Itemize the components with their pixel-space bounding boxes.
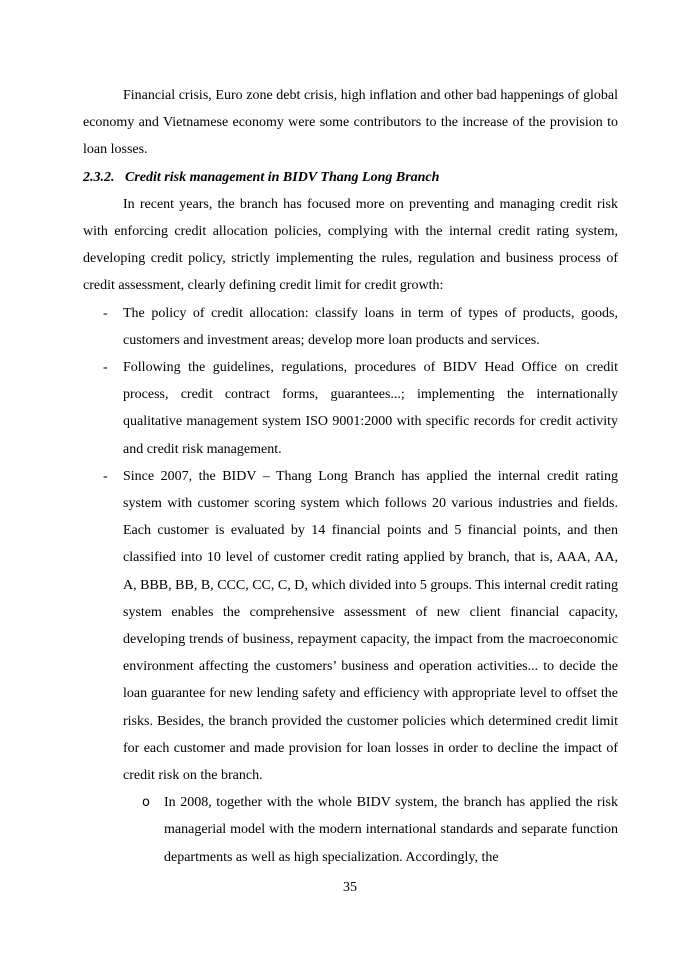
section-title: Credit risk management in BIDV Thang Long Branch [125, 169, 440, 185]
circle-bullet-marker: o [142, 795, 150, 811]
sub-bullet-text: In 2008, together with the whole BIDV system, the branch has applied the risk managerial model with the modern international standards and separate function departments as well as high specialization. Accordingly, the [164, 795, 618, 865]
bullet-text: Since 2007, the BIDV – Thang Long Branch has applied the internal credit rating system with customer scoring system which follows 20 various industries and fields. Each customer is evaluated by 14 financial points and 5 financial points, and then classified into 10 level of customer credit rating applied by branch, that is, AAA, AA, A, BBB, BB, B, CCC, CC, C, D, which divided into 5 groups. This internal credit rating system enables the comprehensive assessment of new client financial capacity, developing trends of business, repayment capacity, the impact from the macroeconomic environment affecting the customers’ business and operation activities... to decide the loan guarantee for new lending safety and efficiency with appropriate level to offset the risks. Besides, the branch provided the customer policies which determined credit limit for each customer and made provision for loan losses in order to decline the impact of credit risk on the branch. [123, 468, 618, 784]
bullet-item [83, 463, 618, 789]
section-heading [83, 164, 618, 191]
bullet-item [83, 300, 618, 354]
dash-bullet-marker: - [103, 468, 108, 484]
sub-bullet-item [83, 789, 618, 871]
page-number: 35 [343, 880, 357, 895]
dash-bullet-marker: - [103, 305, 108, 321]
dash-bullet-marker: - [103, 360, 108, 376]
bullet-text: Following the guidelines, regulations, procedures of BIDV Head Office on credit process, credit contract forms, guarantees...; implementing the internationally qualitative management system ISO 9001:2000 with specific records for credit activity and credit risk management. [123, 360, 618, 457]
section-number: 2.3.2. [83, 169, 115, 185]
section-paragraph: In recent years, the branch has focused more on preventing and managing credit risk with enforcing credit allocation policies, complying with the internal credit rating system, developing credit policy, strictly implementing the rules, regulation and business process of credit assessment, clearly defining credit limit for credit growth: [83, 196, 618, 294]
bullet-text: The policy of credit allocation: classify loans in term of types of products, goods, customers and investment areas; develop more loan products and services. [123, 305, 618, 348]
document-page [83, 82, 618, 871]
intro-paragraph: Financial crisis, Euro zone debt crisis, high inflation and other bad happenings of global economy and Vietnamese economy were some contributors to the increase of the provision to loan losses. [83, 88, 618, 158]
bullet-item [83, 354, 618, 463]
